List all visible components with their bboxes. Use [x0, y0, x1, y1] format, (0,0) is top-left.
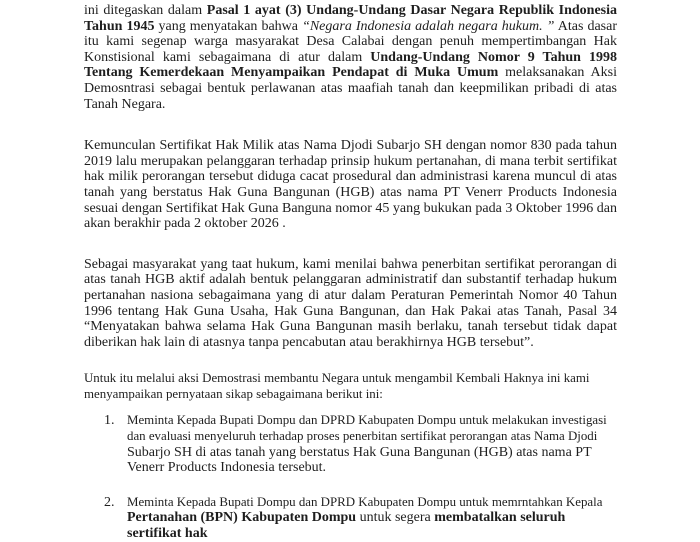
list-item-1	[84, 413, 617, 475]
text-run: Subarjo SH di atas tanah yang berstatus Hak Guna Bangunan (HGB) atas nama PT Venerr Products Indonesia tersebut.	[127, 444, 592, 476]
text-run: Meminta Kepada Bupati Dompu dan DPRD Kabupaten Dompu untuk melakukan investigasi dan evaluasi menyeluruh terhadap proses penerbitan sertifikat perorangan atas Nama Djodi	[127, 413, 607, 444]
text-run: Untuk itu melalui aksi Demostrasi membantu Negara untuk mengambil Kembali Haknya ini kami menyampaikan pernyataan sikap sebagaimana berikut ini:	[84, 371, 590, 401]
list-number: 2.	[104, 494, 115, 510]
text-run: Pertanahan (BPN) Kabupaten Dompu	[127, 510, 357, 526]
text-run: Atas dasar itu kami segenap warga masyarakat Desa Calabai dengan penuh mempertimbangan Hak Konstisional kami sebagaimana di atur dalam	[84, 18, 617, 65]
text-run: ini ditegaskan dalam	[84, 3, 207, 18]
text-run: untuk segera	[356, 510, 435, 526]
text-run: yang menyatakan bahwa	[154, 18, 303, 34]
paragraph-1	[84, 3, 617, 112]
paragraph-4	[84, 371, 617, 402]
text-run: Kemunculan Sertifikat Hak Milik atas Nama Djodi Subarjo SH dengan nomor 830 pada tahun 2019 lalu merupakan pelanggaran terhadap prinsip hukum pertanahan, di mana terbit sertifikat hak milik perorangan tersebut diduga cacat prosedural dan administrasi karena muncul di atas tanah yang berstatus Hak Guna Bangunan (HGB) atas nama PT Venerr Products Indonesia sesuai dengan Sertifikat Hak Guna Banguna nomor 45 yang bukukan pada 3 Oktober 1996 dan akan berakhir pada 2 oktober 2026 .	[84, 138, 617, 232]
text-run: melaksanakan Aksi Demosntrasi sebagai bentuk perlawanan atas maafiah tanah dan keepmilikan pribadi di atas Tanah Negara.	[84, 65, 617, 112]
text-run: “Negara Indonesia adalah negara hukum. ”	[302, 18, 555, 34]
text-run: Undang-Undang Nomor 9 Tahun 1998 Tentang Kemerdekaan Menyampaikan Pendapat di Muka Umum	[84, 49, 617, 81]
list-item-2	[84, 495, 617, 542]
paragraph-2	[84, 138, 617, 232]
text-run: Pasal 1 ayat (3) Undang-Undang Dasar Negara Republik Indonesia Tahun 1945	[84, 3, 617, 34]
document-page	[84, 3, 617, 542]
text-run: membatalkan seluruh sertifikat hak	[127, 510, 566, 542]
paragraph-3	[84, 257, 617, 351]
text-run: Sebagai masyarakat yang taat hukum, kami menilai bahwa penerbitan sertifikat perorangan di atas tanah HGB aktif adalah bentuk pelanggaran administratif dan substantif terhadap hukum pertanahan nasiona sebagaimana yang di atur dalam Peraturan Pemerintah Nomor 40 Tahun 1996 tentang Hak Guna Usaha, Hak Guna Bangunan, dan Hak Pakai atas Tanah, Pasal 34 “Menyatakan bahwa selama Hak Guna Bangunan masih berlaku, tanah tersebut tidak dapat diberikan hak lain di atasnya tanpa pencabutan atau berakhirnya HGB tersebut”.	[84, 256, 617, 350]
list-number: 1.	[104, 413, 115, 429]
text-run: Meminta Kepada Bupati Dompu dan DPRD Kabupaten Dompu untuk memrntahkan Kepala	[127, 494, 603, 509]
